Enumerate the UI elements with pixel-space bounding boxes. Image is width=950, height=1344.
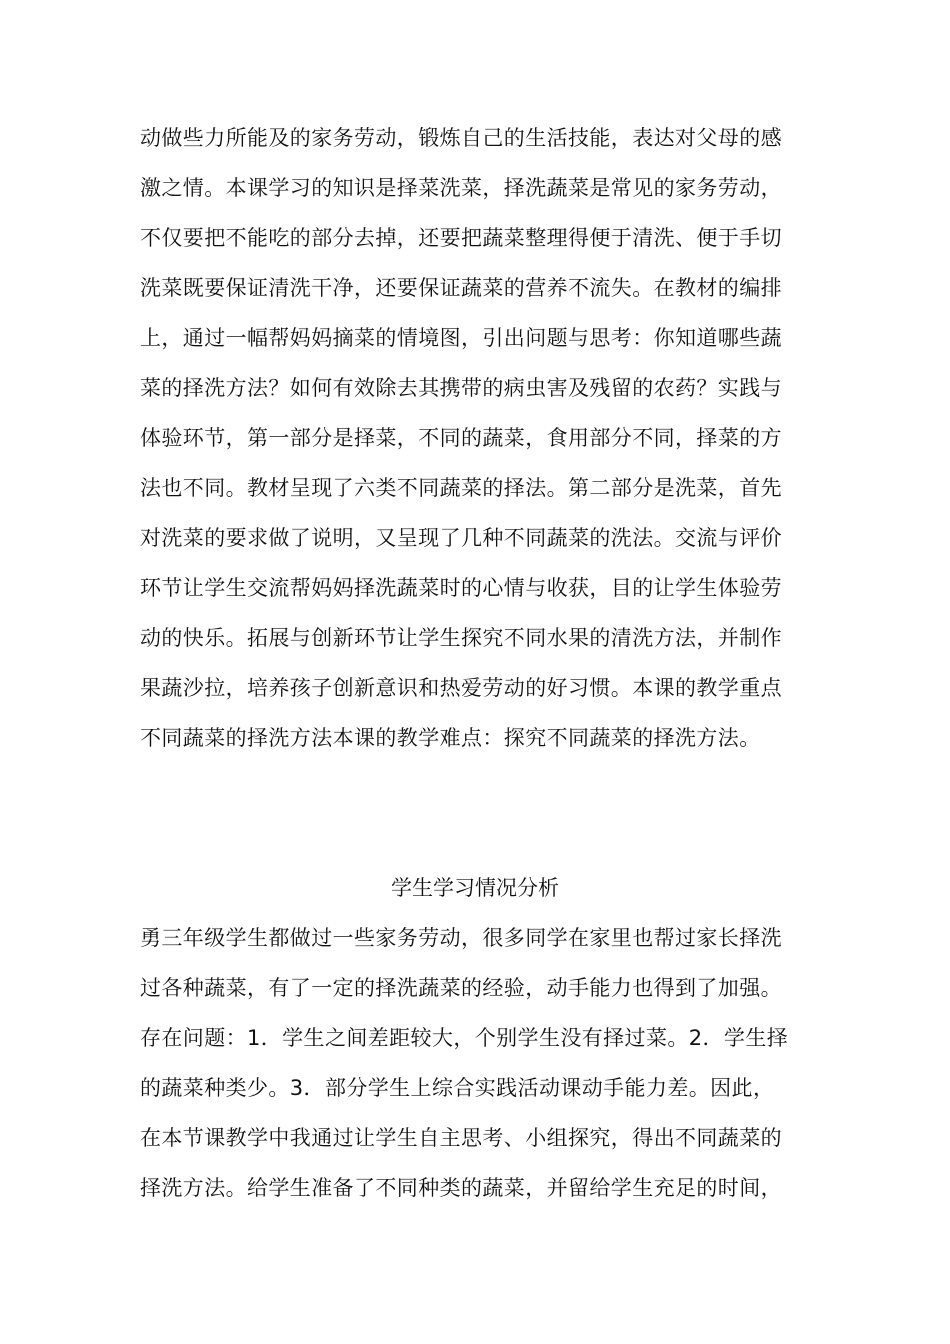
paragraph-line: 法也不同。教材呈现了六类不同蔬菜的择法。第二部分是洗菜，首先 (140, 476, 782, 500)
paragraph-line: 动的快乐。拓展与创新环节让学生探究不同水果的清洗方法，并制作 (140, 626, 782, 650)
paragraph-line: 动做些力所能及的家务劳动，锻炼自己的生活技能，表达对父母的感 (140, 126, 782, 150)
paragraph-line: 在本节课教学中我通过让学生自主思考、小组探究，得出不同蔬菜的 (140, 1126, 782, 1150)
paragraph-line: 激之情。本课学习的知识是择菜洗菜，择洗蔬菜是常见的家务劳动， (140, 176, 782, 200)
section-heading: 学生学习情况分析 (391, 876, 559, 900)
paragraph-line: 对洗菜的要求做了说明，又呈现了几种不同蔬菜的洗法。交流与评价 (140, 526, 782, 550)
paragraph-line: 果蔬沙拉，培养孩子创新意识和热爱劳动的好习惯。本课的教学重点 (140, 676, 782, 700)
paragraph-line: 存在问题：1．学生之间差距较大，个别学生没有择过菜。2．学生择 (140, 1026, 789, 1050)
paragraph-line: 择洗方法。给学生准备了不同种类的蔬菜，并留给学生充足的时间， (140, 1176, 782, 1200)
paragraph-line: 勇三年级学生都做过一些家务劳动，很多同学在家里也帮过家长择洗 (140, 926, 782, 950)
paragraph-line: 过各种蔬菜，有了一定的择洗蔬菜的经验，动手能力也得到了加强。 (140, 976, 782, 1000)
paragraph-line: 菜的择洗方法？如何有效除去其携带的病虫害及残留的农药？实践与 (140, 376, 782, 400)
paragraph-line: 体验环节，第一部分是择菜，不同的蔬菜，食用部分不同，择菜的方 (140, 426, 782, 450)
paragraph-line: 上，通过一幅帮妈妈摘菜的情境图，引出问题与思考：你知道哪些蔬 (140, 326, 782, 350)
paragraph-line: 不仅要把不能吃的部分去掉，还要把蔬菜整理得便于清洗、便于手切 (140, 226, 782, 250)
paragraph-line: 的蔬菜种类少。3．部分学生上综合实践活动课动手能力差。因此， (140, 1076, 775, 1100)
paragraph-line: 洗菜既要保证清洗干净，还要保证蔬菜的营养不流失。在教材的编排 (140, 276, 782, 300)
paragraph-line: 环节让学生交流帮妈妈择洗蔬菜时的心情与收获，目的让学生体验劳 (140, 576, 782, 600)
paragraph-line: 不同蔬菜的择洗方法本课的教学难点：探究不同蔬菜的择洗方法。 (140, 726, 761, 750)
